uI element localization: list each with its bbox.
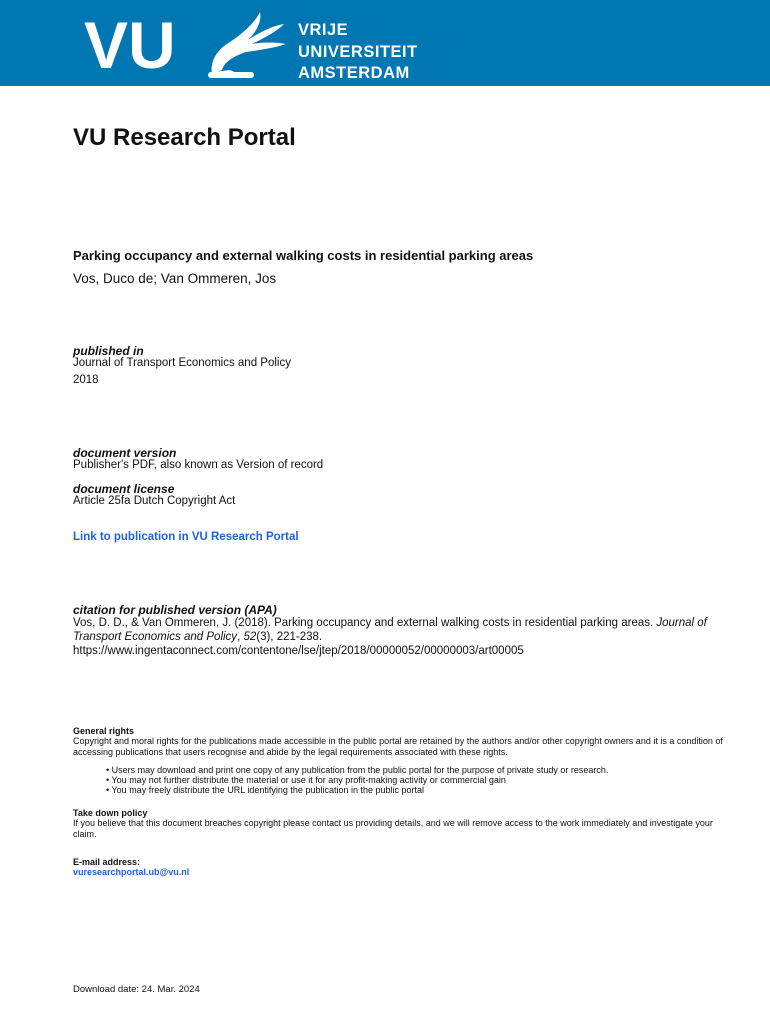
citation-pages: (3), 221-238. (256, 631, 323, 643)
document-version-label: document version (73, 446, 177, 460)
publication-year: 2018 (73, 374, 99, 386)
logo-wordmark (298, 20, 418, 85)
publication-authors: Vos, Duco de; Van Ommeren, Jos (73, 271, 277, 286)
take-down-heading: Take down policy (73, 808, 148, 818)
page-title: VU Research Portal (73, 124, 296, 151)
general-rights-text: Copyright and moral rights for the publications made accessible in the public portal are retained by the authors and/or other copyright owners and it is a condition of accessing publications that users recognise and abide by the legal requirements associated with these rights. (73, 736, 723, 757)
list-item: • You may freely distribute the URL identifying the publication in the public portal (106, 785, 608, 795)
logo-line-3: AMSTERDAM (298, 64, 410, 82)
document-version-value: Publisher's PDF, also known as Version of record (73, 459, 324, 471)
logo-line-2: UNIVERSITEIT (298, 42, 418, 61)
vu-logo (84, 12, 289, 82)
list-item: • You may not further distribute the material or use it for any profit-making activity or commercial gain (106, 775, 608, 785)
document-license-value: Article 25fa Dutch Copyright Act (73, 495, 236, 507)
griffin-icon (208, 12, 286, 78)
citation-main: Vos, D. D., & Van Ommeren, J. (2018). Parking occupancy and external walking costs in residential parking areas. (73, 617, 657, 629)
email-link[interactable]: vuresearchportal.ub@vu.nl (73, 867, 190, 877)
journal-name: Journal of Transport Economics and Policy (73, 357, 291, 369)
download-date: Download date: 24. Mar. 2024 (73, 984, 200, 995)
rights-list (106, 765, 608, 795)
portal-publication-link[interactable]: Link to publication in VU Research Portal (73, 531, 299, 543)
general-rights-heading: General rights (73, 726, 135, 736)
take-down-text: If you believe that this document breaches copyright please contact us providing details, and we will remove access to the work immediately and investigate your claim. (73, 818, 713, 839)
citation-sep: , (237, 631, 244, 643)
citation-url: https://www.ingentaconnect.com/contentone/lse/jtep/2018/00000052/00000003/art00005 (73, 645, 524, 657)
logo-line-1: VRIJE (298, 21, 349, 39)
logo-monogram: VU (84, 12, 176, 82)
citation-journal: Journal of Transport Economics and Policy (73, 617, 707, 643)
email-heading: E-mail address: (73, 857, 141, 867)
published-in-label: published in (73, 344, 144, 358)
citation-volume: 52 (243, 631, 257, 643)
document-license-label: document license (73, 482, 175, 496)
citation-label: citation for published version (APA) (73, 603, 277, 617)
header-banner (0, 0, 770, 86)
publication-title: Parking occupancy and external walking costs in residential parking areas (73, 248, 534, 263)
list-item: • Users may download and print one copy of any publication from the public portal for the purpose of private study or research. (106, 765, 608, 775)
citation-text (73, 616, 723, 658)
